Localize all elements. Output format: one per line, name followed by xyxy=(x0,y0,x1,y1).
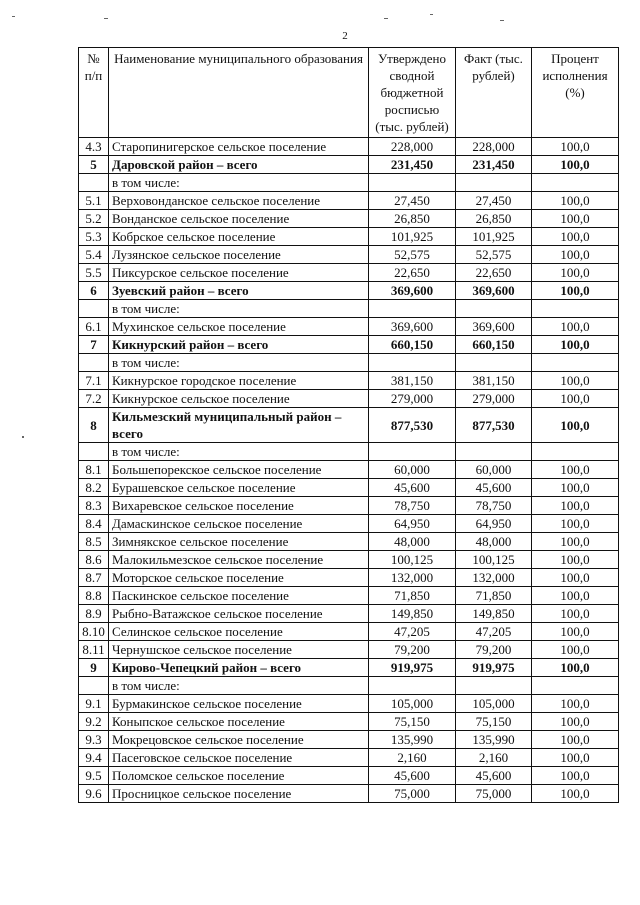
cell-fact: 279,000 xyxy=(456,390,532,408)
cell-name: Селинское сельское поселение xyxy=(109,623,369,641)
cell-fact: 135,990 xyxy=(456,731,532,749)
cell-approved xyxy=(369,354,456,372)
cell-approved: 877,530 xyxy=(369,408,456,443)
cell-percent: 100,0 xyxy=(532,749,619,767)
cell-fact: 369,600 xyxy=(456,282,532,300)
cell-percent: 100,0 xyxy=(532,695,619,713)
table-row xyxy=(79,354,619,372)
cell-num: 8.1 xyxy=(79,461,109,479)
cell-name: Рыбно-Ватажское сельское поселение xyxy=(109,605,369,623)
table-row xyxy=(79,623,619,641)
cell-name: Большепорекское сельское поселение xyxy=(109,461,369,479)
header-name: Наименование муниципального образования xyxy=(109,48,369,138)
cell-percent: 100,0 xyxy=(532,372,619,390)
table-row-total xyxy=(79,282,619,300)
cell-fact: 231,450 xyxy=(456,156,532,174)
cell-name: Вонданское сельское поселение xyxy=(109,210,369,228)
cell-fact: 660,150 xyxy=(456,336,532,354)
cell-num: 9.5 xyxy=(79,767,109,785)
cell-name: Бурашевское сельское поселение xyxy=(109,479,369,497)
cell-name: Пиксурское сельское поселение xyxy=(109,264,369,282)
table-row xyxy=(79,390,619,408)
cell-num: 8.6 xyxy=(79,551,109,569)
cell-name: Кильмезский муниципальный район – всего xyxy=(109,408,369,443)
cell-num: 9.2 xyxy=(79,713,109,731)
cell-name: Мухинское сельское поселение xyxy=(109,318,369,336)
table-header-row xyxy=(79,48,619,138)
cell-name: Бурмакинское сельское поселение xyxy=(109,695,369,713)
cell-percent xyxy=(532,300,619,318)
cell-fact: 919,975 xyxy=(456,659,532,677)
cell-percent: 100,0 xyxy=(532,479,619,497)
cell-fact xyxy=(456,443,532,461)
scan-speck xyxy=(430,14,433,15)
cell-num: 5.4 xyxy=(79,246,109,264)
cell-name: Коныпское сельское поселение xyxy=(109,713,369,731)
cell-num: 8 xyxy=(79,408,109,443)
cell-percent: 100,0 xyxy=(532,605,619,623)
table-row-total xyxy=(79,156,619,174)
cell-num: 9.3 xyxy=(79,731,109,749)
cell-num: 8.5 xyxy=(79,533,109,551)
cell-num: 5 xyxy=(79,156,109,174)
cell-num xyxy=(79,300,109,318)
cell-approved xyxy=(369,443,456,461)
cell-num: 7 xyxy=(79,336,109,354)
cell-approved: 231,450 xyxy=(369,156,456,174)
cell-percent: 100,0 xyxy=(532,318,619,336)
cell-num: 6 xyxy=(79,282,109,300)
cell-fact xyxy=(456,174,532,192)
cell-num: 9 xyxy=(79,659,109,677)
cell-approved: 22,650 xyxy=(369,264,456,282)
cell-fact: 79,200 xyxy=(456,641,532,659)
scan-speck xyxy=(500,20,504,21)
table-row xyxy=(79,551,619,569)
cell-num: 4.3 xyxy=(79,138,109,156)
cell-name: Кикнурское городское поселение xyxy=(109,372,369,390)
cell-approved: 228,000 xyxy=(369,138,456,156)
table-row xyxy=(79,138,619,156)
table-row xyxy=(79,192,619,210)
cell-fact: 2,160 xyxy=(456,749,532,767)
cell-num: 7.2 xyxy=(79,390,109,408)
cell-fact: 381,150 xyxy=(456,372,532,390)
cell-approved: 149,850 xyxy=(369,605,456,623)
cell-percent xyxy=(532,174,619,192)
header-fact: Факт (тыс. рублей) xyxy=(456,48,532,138)
cell-approved: 75,000 xyxy=(369,785,456,803)
cell-fact: 228,000 xyxy=(456,138,532,156)
cell-name: Верховонданское сельское поселение xyxy=(109,192,369,210)
cell-num: 5.2 xyxy=(79,210,109,228)
header-num: № п/п xyxy=(79,48,109,138)
cell-fact: 64,950 xyxy=(456,515,532,533)
table-row xyxy=(79,228,619,246)
cell-fact xyxy=(456,677,532,695)
cell-fact: 75,150 xyxy=(456,713,532,731)
table-row-total xyxy=(79,336,619,354)
cell-fact xyxy=(456,300,532,318)
table-row xyxy=(79,749,619,767)
cell-percent: 100,0 xyxy=(532,246,619,264)
cell-percent: 100,0 xyxy=(532,569,619,587)
cell-approved: 132,000 xyxy=(369,569,456,587)
cell-approved: 369,600 xyxy=(369,318,456,336)
cell-num: 9.1 xyxy=(79,695,109,713)
cell-name: Кикнурское сельское поселение xyxy=(109,390,369,408)
cell-name: Моторское сельское поселение xyxy=(109,569,369,587)
table-row xyxy=(79,677,619,695)
cell-percent: 100,0 xyxy=(532,264,619,282)
cell-name: в том числе: xyxy=(109,354,369,372)
cell-fact: 105,000 xyxy=(456,695,532,713)
cell-fact: 149,850 xyxy=(456,605,532,623)
cell-approved xyxy=(369,174,456,192)
cell-name: в том числе: xyxy=(109,300,369,318)
table-row xyxy=(79,318,619,336)
cell-percent: 100,0 xyxy=(532,731,619,749)
table-row-total xyxy=(79,659,619,677)
cell-approved: 919,975 xyxy=(369,659,456,677)
cell-num: 9.6 xyxy=(79,785,109,803)
table-row xyxy=(79,695,619,713)
cell-num: 8.9 xyxy=(79,605,109,623)
cell-name: Кикнурский район – всего xyxy=(109,336,369,354)
cell-num: 5.3 xyxy=(79,228,109,246)
cell-percent: 100,0 xyxy=(532,641,619,659)
cell-name: Даровской район – всего xyxy=(109,156,369,174)
table-row xyxy=(79,300,619,318)
cell-name: в том числе: xyxy=(109,174,369,192)
cell-percent: 100,0 xyxy=(532,282,619,300)
cell-percent xyxy=(532,354,619,372)
cell-fact: 48,000 xyxy=(456,533,532,551)
cell-num: 6.1 xyxy=(79,318,109,336)
table-row xyxy=(79,461,619,479)
cell-num: 5.5 xyxy=(79,264,109,282)
table-row xyxy=(79,569,619,587)
cell-name: Кирово-Чепецкий район – всего xyxy=(109,659,369,677)
scan-speck xyxy=(12,16,15,17)
budget-table xyxy=(78,47,619,803)
cell-percent: 100,0 xyxy=(532,623,619,641)
cell-num xyxy=(79,677,109,695)
table-row xyxy=(79,443,619,461)
table-row xyxy=(79,210,619,228)
cell-name: Старопинигерское сельское поселение xyxy=(109,138,369,156)
table-row xyxy=(79,605,619,623)
cell-name: в том числе: xyxy=(109,677,369,695)
cell-fact xyxy=(456,354,532,372)
cell-num: 5.1 xyxy=(79,192,109,210)
cell-percent: 100,0 xyxy=(532,336,619,354)
cell-percent: 100,0 xyxy=(532,138,619,156)
cell-name: Дамаскинское сельское поселение xyxy=(109,515,369,533)
cell-name: Пасеговское сельское поселение xyxy=(109,749,369,767)
table-row xyxy=(79,587,619,605)
cell-percent: 100,0 xyxy=(532,533,619,551)
cell-fact: 78,750 xyxy=(456,497,532,515)
cell-fact: 60,000 xyxy=(456,461,532,479)
table-row xyxy=(79,767,619,785)
cell-fact: 100,125 xyxy=(456,551,532,569)
table-row xyxy=(79,713,619,731)
cell-percent: 100,0 xyxy=(532,408,619,443)
cell-approved: 48,000 xyxy=(369,533,456,551)
cell-approved: 100,125 xyxy=(369,551,456,569)
cell-name: Мокрецовское сельское поселение xyxy=(109,731,369,749)
cell-name: Просницкое сельское поселение xyxy=(109,785,369,803)
table-row xyxy=(79,497,619,515)
cell-num: 9.4 xyxy=(79,749,109,767)
cell-fact: 71,850 xyxy=(456,587,532,605)
cell-approved: 660,150 xyxy=(369,336,456,354)
cell-percent: 100,0 xyxy=(532,551,619,569)
cell-approved: 52,575 xyxy=(369,246,456,264)
cell-name: Паскинское сельское поселение xyxy=(109,587,369,605)
cell-approved: 101,925 xyxy=(369,228,456,246)
table-row xyxy=(79,372,619,390)
scan-speck xyxy=(384,18,388,19)
cell-fact: 22,650 xyxy=(456,264,532,282)
scan-speck xyxy=(104,18,108,19)
header-approved: Утверждено сводной бюджетной росписью (тыс. рублей) xyxy=(369,48,456,138)
cell-name: Кобрское сельское поселение xyxy=(109,228,369,246)
cell-num: 8.2 xyxy=(79,479,109,497)
cell-num xyxy=(79,443,109,461)
cell-approved: 279,000 xyxy=(369,390,456,408)
cell-num xyxy=(79,174,109,192)
cell-approved: 79,200 xyxy=(369,641,456,659)
table-row xyxy=(79,264,619,282)
cell-num xyxy=(79,354,109,372)
cell-percent xyxy=(532,443,619,461)
cell-name: Лузянское сельское поселение xyxy=(109,246,369,264)
cell-percent: 100,0 xyxy=(532,713,619,731)
cell-percent: 100,0 xyxy=(532,210,619,228)
cell-approved: 45,600 xyxy=(369,767,456,785)
cell-fact: 45,600 xyxy=(456,767,532,785)
table-row xyxy=(79,246,619,264)
cell-percent: 100,0 xyxy=(532,785,619,803)
cell-percent: 100,0 xyxy=(532,659,619,677)
cell-fact: 132,000 xyxy=(456,569,532,587)
cell-num: 8.3 xyxy=(79,497,109,515)
cell-fact: 27,450 xyxy=(456,192,532,210)
table-row-total xyxy=(79,408,619,443)
table-row xyxy=(79,174,619,192)
cell-approved xyxy=(369,300,456,318)
cell-name: Поломское сельское поселение xyxy=(109,767,369,785)
cell-fact: 75,000 xyxy=(456,785,532,803)
cell-num: 8.7 xyxy=(79,569,109,587)
cell-name: Зуевский район – всего xyxy=(109,282,369,300)
cell-percent: 100,0 xyxy=(532,390,619,408)
cell-fact: 877,530 xyxy=(456,408,532,443)
cell-percent: 100,0 xyxy=(532,156,619,174)
table-row xyxy=(79,731,619,749)
cell-approved: 26,850 xyxy=(369,210,456,228)
cell-percent: 100,0 xyxy=(532,192,619,210)
cell-percent: 100,0 xyxy=(532,587,619,605)
header-percent: Процент исполнения (%) xyxy=(532,48,619,138)
cell-percent: 100,0 xyxy=(532,767,619,785)
table-row xyxy=(79,785,619,803)
cell-approved: 105,000 xyxy=(369,695,456,713)
cell-name: Малокильмезское сельское поселение xyxy=(109,551,369,569)
cell-fact: 45,600 xyxy=(456,479,532,497)
cell-percent: 100,0 xyxy=(532,228,619,246)
cell-num: 7.1 xyxy=(79,372,109,390)
page-number: 2 xyxy=(342,30,348,42)
cell-name: Зимнякское сельское поселение xyxy=(109,533,369,551)
cell-fact: 47,205 xyxy=(456,623,532,641)
cell-approved: 2,160 xyxy=(369,749,456,767)
cell-approved xyxy=(369,677,456,695)
cell-fact: 26,850 xyxy=(456,210,532,228)
table-body xyxy=(79,138,619,803)
cell-approved: 64,950 xyxy=(369,515,456,533)
cell-approved: 45,600 xyxy=(369,479,456,497)
cell-approved: 71,850 xyxy=(369,587,456,605)
cell-approved: 369,600 xyxy=(369,282,456,300)
cell-approved: 75,150 xyxy=(369,713,456,731)
cell-name: Вихаревское сельское поселение xyxy=(109,497,369,515)
cell-percent: 100,0 xyxy=(532,461,619,479)
cell-approved: 135,990 xyxy=(369,731,456,749)
cell-name: Чернушское сельское поселение xyxy=(109,641,369,659)
cell-fact: 52,575 xyxy=(456,246,532,264)
cell-num: 8.11 xyxy=(79,641,109,659)
cell-approved: 27,450 xyxy=(369,192,456,210)
cell-num: 8.4 xyxy=(79,515,109,533)
scan-speck xyxy=(22,436,24,438)
cell-percent: 100,0 xyxy=(532,515,619,533)
cell-num: 8.10 xyxy=(79,623,109,641)
cell-fact: 369,600 xyxy=(456,318,532,336)
table-row xyxy=(79,515,619,533)
cell-percent: 100,0 xyxy=(532,497,619,515)
table-row xyxy=(79,479,619,497)
cell-fact: 101,925 xyxy=(456,228,532,246)
cell-approved: 381,150 xyxy=(369,372,456,390)
cell-num: 8.8 xyxy=(79,587,109,605)
table-row xyxy=(79,533,619,551)
cell-name: в том числе: xyxy=(109,443,369,461)
table-row xyxy=(79,641,619,659)
cell-approved: 60,000 xyxy=(369,461,456,479)
cell-percent xyxy=(532,677,619,695)
cell-approved: 47,205 xyxy=(369,623,456,641)
cell-approved: 78,750 xyxy=(369,497,456,515)
